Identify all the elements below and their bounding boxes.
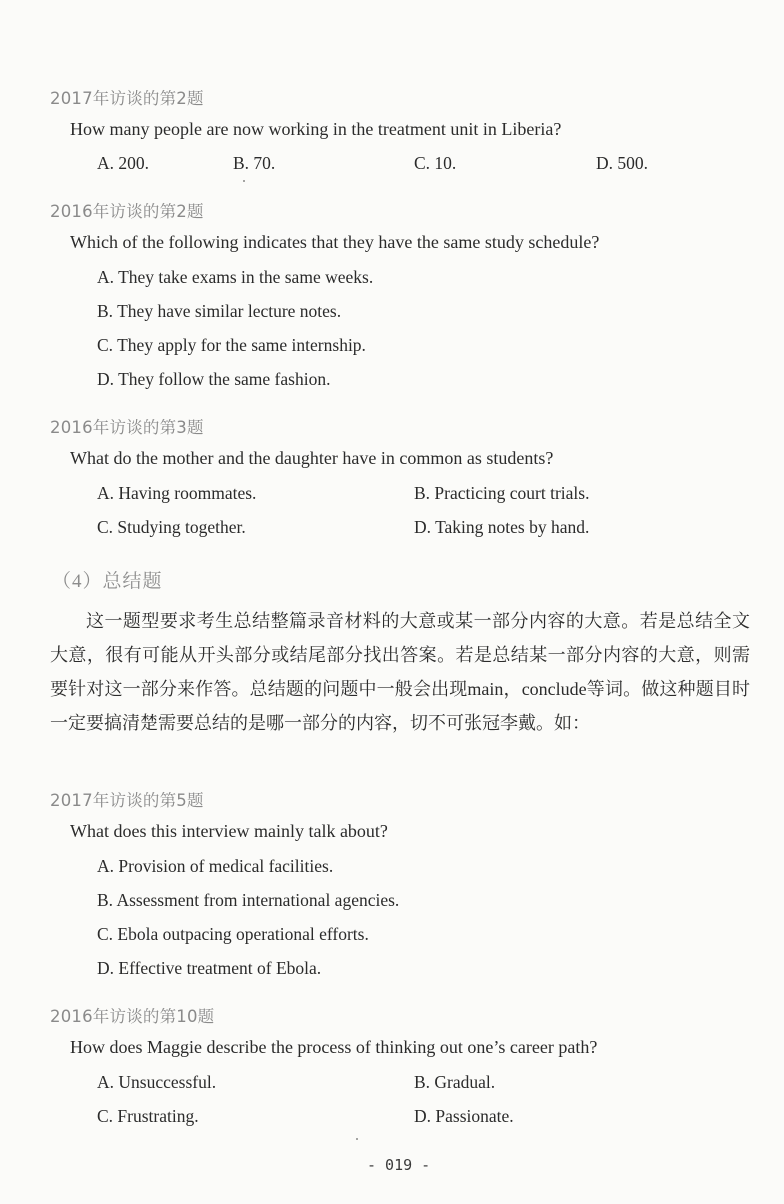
option-b: B. They have similar lecture notes. (97, 301, 342, 321)
option-a: A. Unsuccessful. (97, 1072, 217, 1092)
page-number: - 019 - (367, 1156, 431, 1174)
section-label: 2016年访谈的第2题 (50, 202, 204, 221)
section-label: 2017年访谈的第5题 (50, 791, 204, 810)
scan-speck (356, 1138, 358, 1140)
question-text: What does this interview mainly talk about? (70, 821, 388, 841)
option-d: D. Passionate. (414, 1106, 514, 1126)
option-c: C. Ebola outpacing operational efforts. (97, 924, 369, 944)
section-label: 2016年访谈的第10题 (50, 1007, 215, 1026)
option-d: D. Taking notes by hand. (414, 517, 590, 537)
section-label: 2016年访谈的第3题 (50, 418, 204, 437)
option-c: C. They apply for the same internship. (97, 335, 366, 355)
question-text: What do the mother and the daughter have in common as students? (70, 448, 554, 468)
question-text: How does Maggie describe the process of thinking out one’s career path? (70, 1037, 598, 1057)
option-c: C. 10. (414, 153, 457, 173)
option-c: C. Frustrating. (97, 1106, 199, 1126)
question-text: Which of the following indicates that they have the same study schedule? (70, 232, 600, 252)
question-text: How many people are now working in the treatment unit in Liberia? (70, 119, 562, 139)
summary-paragraph: 这一题型要求考生总结整篇录音材料的大意或某一部分内容的大意。若是总结全文大意，很有可能从开头部分或结尾部分找出答案。若是总结某一部分内容的大意，则需要针对这一部分来作答。总结题的问题中一般会出现main，conclude等词。做这种题目时一定要搞清楚需要总结的是哪一部分的内容，切不可张冠李戴。如： (50, 611, 750, 733)
option-a: A. Having roommates. (97, 483, 257, 503)
summary-heading: （4）总结题 (52, 571, 163, 592)
option-b: B. 70. (233, 153, 276, 173)
option-b: B. Gradual. (414, 1072, 496, 1092)
option-b: B. Assessment from international agencies. (97, 890, 400, 910)
option-a: A. They take exams in the same weeks. (97, 267, 374, 287)
scan-speck (243, 180, 245, 182)
option-b: B. Practicing court trials. (414, 483, 590, 503)
option-c: C. Studying together. (97, 517, 246, 537)
option-a: A. 200. (97, 153, 150, 173)
option-d: D. They follow the same fashion. (97, 369, 331, 389)
option-d: D. 500. (596, 153, 649, 173)
section-label: 2017年访谈的第2题 (50, 89, 204, 108)
option-a: A. Provision of medical facilities. (97, 856, 334, 876)
option-d: D. Effective treatment of Ebola. (97, 958, 322, 978)
